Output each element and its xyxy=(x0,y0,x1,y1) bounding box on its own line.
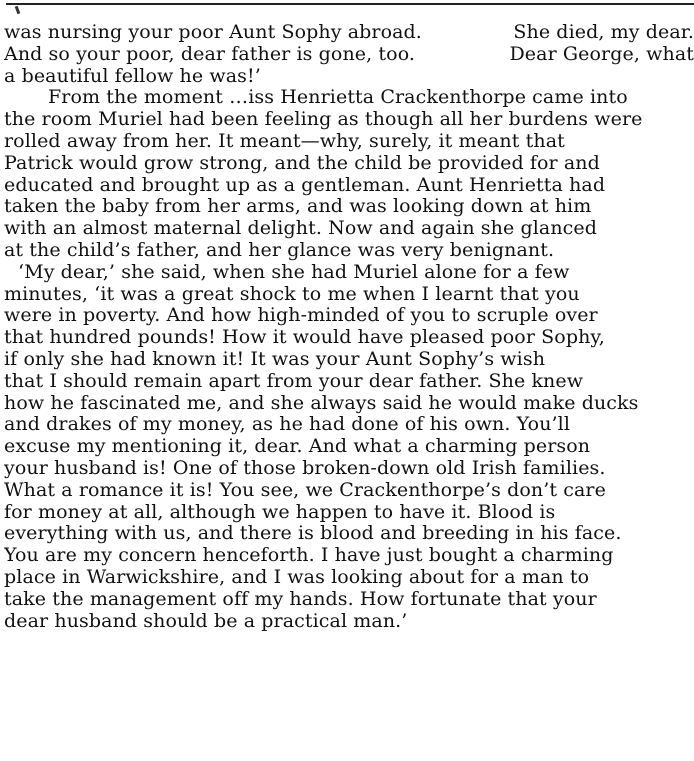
text-line xyxy=(4,22,694,44)
text-line: how he fascinated me, and she always said he would make ducks xyxy=(4,392,639,414)
text-line: dear husband should be a practical man.’ xyxy=(4,610,408,632)
text-line: everything with us, and there is blood and breeding in his face. xyxy=(4,523,622,545)
text-segment: She died, my dear. xyxy=(513,22,694,43)
text-line: your husband is! One of those broken-down old Irish families. xyxy=(4,457,606,479)
text-line: place in Warwickshire, and I was looking about for a man to xyxy=(4,566,590,588)
text-line: the room Muriel had been feeling as though all her burdens were xyxy=(4,109,643,131)
text-line: minutes, ‘it was a great shock to me when I learnt that you xyxy=(4,283,580,305)
text-line: take the management off my hands. How fortunate that your xyxy=(4,588,597,610)
text-line: at the child’s father, and her glance was very benignant. xyxy=(4,239,555,261)
text-line: a beautiful fellow he was!’ xyxy=(4,65,261,87)
text-line: were in poverty. And how high-minded of you to scruple over xyxy=(4,305,598,327)
text-segment: was nursing your poor Aunt Sophy abroad. xyxy=(4,22,422,43)
text-line: if only she had known it! It was your Aunt Sophy’s wish xyxy=(4,348,546,370)
text-line: You are my concern henceforth. I have just bought a charming xyxy=(4,545,614,567)
text-line: Patrick would grow strong, and the child be provided for and xyxy=(4,152,600,174)
text-line: educated and brought up as a gentleman. Aunt Henrietta had xyxy=(4,174,606,196)
text-line: What a romance it is! You see, we Crackenthorpe’s don’t care xyxy=(4,479,606,501)
text-line: that hundred pounds! How it would have pleased poor Sophy, xyxy=(4,327,605,349)
ink-mark xyxy=(15,6,21,15)
text-line: that I should remain apart from your dear father. She knew xyxy=(4,370,584,392)
text-line: excuse my mentioning it, dear. And what a charming person xyxy=(4,436,591,458)
text-line xyxy=(4,44,694,66)
text-line: rolled away from her. It meant—why, surely, it meant that xyxy=(4,130,565,152)
text-line: taken the baby from her arms, and was looking down at him xyxy=(4,196,592,218)
top-rule xyxy=(6,3,694,5)
text-line: ‘My dear,’ she said, when she had Muriel alone for a few xyxy=(18,261,570,283)
text-line: with an almost maternal delight. Now and again she glanced xyxy=(4,218,598,240)
page-text xyxy=(4,22,694,632)
text-segment: And so your poor, dear father is gone, too. xyxy=(4,43,416,65)
text-line: for money at all, although we happen to have it. Blood is xyxy=(4,501,556,523)
text-segment: Dear George, what xyxy=(509,43,694,65)
text-line: and drakes of my money, as he had done of his own. You’ll xyxy=(4,414,571,436)
text-line: From the moment …iss Henrietta Crackenthorpe came into xyxy=(48,87,628,109)
